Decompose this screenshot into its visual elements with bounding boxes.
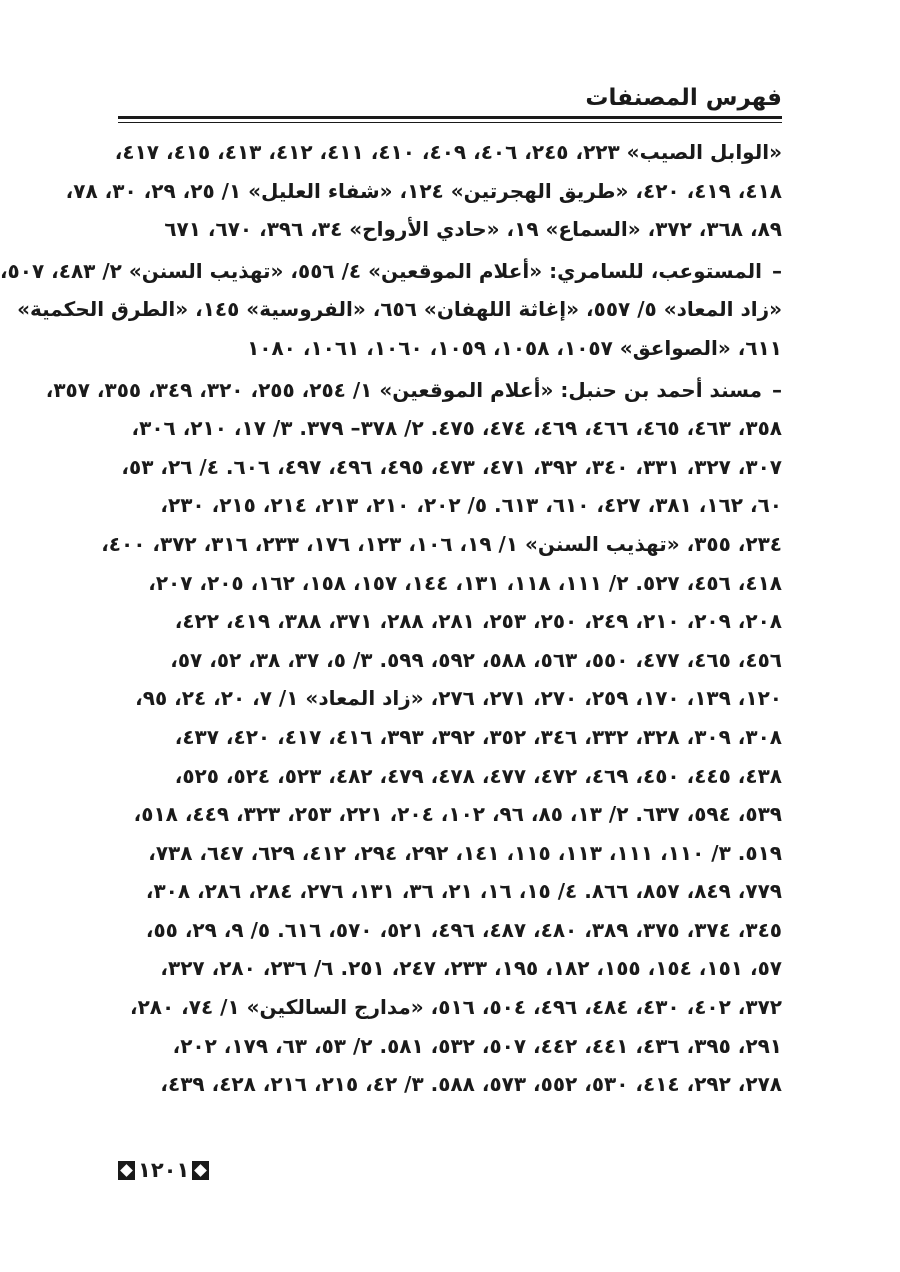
index-entry-mustawib bbox=[0, 252, 782, 368]
text-line: ٣٤٥، ٣٧٤، ٣٧٥، ٣٨٩، ٤٨٠، ٤٨٧، ٤٩٦، ٥٢١، ٥٧٠، ٦١٦. ٥/ ٩، ٢٩، ٥٥، bbox=[145, 917, 782, 942]
text-line: ٣٥٨، ٤٦٣، ٤٦٥، ٤٦٦، ٤٦٩، ٤٧٤، ٤٧٥. ٢/ ٣٧٨– ٣٧٩. ٣/ ١٧، ٢١٠، ٣٠٦، bbox=[131, 416, 782, 441]
running-header bbox=[118, 82, 782, 116]
text-line: ٥٣٩، ٥٩٤، ٦٣٧. ٢/ ١٣، ٨٥، ٩٦، ١٠٢، ٢٠٤، ٢٢١، ٢٥٣، ٣٢٣، ٤٤٩، ٥١٨، bbox=[133, 802, 782, 827]
text-line: ٢٣٤، ٣٥٥، «تهذيب السنن» ١/ ١٩، ١٠٦، ١٢٣، ١٧٦، ٢٣٣، ٣١٦، ٣٧٢، ٤٠٠، bbox=[101, 531, 782, 556]
header-title: فهرس المصنفات bbox=[585, 85, 782, 111]
text-line: ٣٠٨، ٣٠٩، ٣٢٨، ٣٣٢، ٣٤٦، ٣٥٢، ٣٩٢، ٣٩٣، ٤١٦، ٤١٧، ٤٢٠، ٤٣٧، bbox=[174, 724, 782, 749]
text-line: ٥٧، ١٥١، ١٥٤، ١٥٥، ١٨٢، ١٩٥، ٢٣٣، ٢٤٧، ٢٥١. ٦/ ٢٣٦، ٢٨٠، ٣٢٧، bbox=[160, 956, 782, 981]
text-line: ٢٠٨، ٢٠٩، ٢١٠، ٢٤٩، ٢٥٠، ٢٥٣، ٢٨١، ٢٨٨، ٣٧١، ٣٨٨، ٤١٩، ٤٢٢، bbox=[174, 609, 782, 634]
header-rule-thin bbox=[118, 122, 782, 123]
text-line: ٨٩، ٣٦٨، ٣٧٢، «السماع» ١٩، «حادي الأرواح» ٣٤، ٣٩٦، ٦٧٠، ٦٧١ bbox=[164, 217, 782, 242]
index-entry-musnad-ahmad bbox=[45, 371, 782, 1104]
entry-dash: – bbox=[772, 258, 782, 283]
ornament-icon bbox=[192, 1161, 209, 1180]
text-line: ٥١٩. ٣/ ١١٠، ١١١، ١١٣، ١١٥، ١٤١، ٢٩٢، ٢٩٤، ٤١٢، ٦٢٩، ٦٤٧، ٧٣٨، bbox=[148, 840, 782, 865]
text-line: –المستوعب، للسامري: «أعلام الموقعين» ٤/ ٥٥٦، «تهذيب السنن» ٢/ ٤٨٣، ٥٠٧، bbox=[0, 258, 782, 283]
text-line: ٣٠٧، ٣٢٧، ٣٣١، ٣٤٠، ٣٩٢، ٤٧١، ٤٧٣، ٤٩٥، ٤٩٦، ٤٩٧، ٦٠٦. ٤/ ٢٦، ٥٣، bbox=[121, 454, 782, 479]
text-line: ٤١٨، ٤١٩، ٤٢٠، «طريق الهجرتين» ١٢٤، «شفاء العليل» ١/ ٢٥، ٢٩، ٣٠، ٧٨، bbox=[65, 178, 782, 203]
text-line: ٢٧٨، ٢٩٢، ٤١٤، ٥٣٠، ٥٥٢، ٥٧٣، ٥٨٨. ٣/ ٤٢، ٢١٥، ٢١٦، ٤٢٨، ٤٣٩، bbox=[160, 1072, 782, 1097]
page-number: ١٢٠١ bbox=[138, 1158, 190, 1182]
text-line: ٤٣٨، ٤٤٥، ٤٥٠، ٤٦٩، ٤٧٢، ٤٧٧، ٤٧٨، ٤٧٩، ٤٨٢، ٥٢٣، ٥٢٤، ٥٢٥، bbox=[174, 763, 782, 788]
text-line: «الوابل الصيب» ٢٢٣، ٢٤٥، ٤٠٦، ٤٠٩، ٤١٠، ٤١١، ٤١٢، ٤١٣، ٤١٥، ٤١٧، bbox=[114, 140, 782, 164]
text-line: ١٢٠، ١٣٩، ١٧٠، ٢٥٩، ٢٧٠، ٢٧١، ٢٧٦، «زاد المعاد» ١/ ٧، ٢٠، ٢٤، ٩٥، bbox=[135, 686, 782, 711]
ornament-icon bbox=[118, 1161, 135, 1180]
text-line: ٦١١، «الصواعق» ١٠٥٧، ١٠٥٨، ١٠٥٩، ١٠٦٠، ١٠٦١، ١٠٨٠ bbox=[247, 335, 782, 360]
text-line: ٣٧٢، ٤٠٢، ٤٣٠، ٤٨٤، ٤٩٦، ٥٠٤، ٥١٦، «مدارج السالكين» ١/ ٧٤، ٢٨٠، bbox=[129, 995, 782, 1020]
text-line: ٢٩١، ٣٩٥، ٤٣٦، ٤٤١، ٤٤٢، ٥٠٧، ٥٣٢، ٥٨١. ٢/ ٥٣، ٦٣، ١٧٩، ٢٠٢، bbox=[172, 1033, 782, 1058]
text-line: ٧٧٩، ٨٤٩، ٨٥٧، ٨٦٦. ٤/ ١٥، ١٦، ٢١، ٣٦، ١٣١، ٢٧٦، ٢٨٤، ٢٨٦، ٣٠٨، bbox=[145, 879, 782, 904]
index-entry-continued bbox=[65, 133, 782, 249]
entry-dash: – bbox=[772, 377, 782, 402]
header-rule-thick bbox=[118, 116, 782, 119]
text-line: ٤١٨، ٤٥٦، ٥٢٧. ٢/ ١١١، ١١٨، ١٣١، ١٤٤، ١٥٧، ١٥٨، ١٦٢، ٢٠٥، ٢٠٧، bbox=[148, 570, 782, 595]
text-line: ٦٠، ١٦٢، ٣٨١، ٤٢٧، ٦١٠، ٦١٣. ٥/ ٢٠٢، ٢١٠، ٢١٣، ٢١٤، ٢١٥، ٢٣٠، bbox=[160, 493, 782, 518]
text-line: «زاد المعاد» ٥/ ٥٥٧، «إغاثة اللهفان» ٦٥٦، «الفروسية» ١٤٥، «الطرق الحكمية» bbox=[17, 297, 782, 322]
page-footer bbox=[118, 1155, 209, 1185]
text-line: ٤٥٦، ٤٦٥، ٤٧٧، ٥٥٠، ٥٦٣، ٥٨٨، ٥٩٢، ٥٩٩. ٣/ ٥، ٣٧، ٣٨، ٥٢، ٥٧، bbox=[170, 647, 782, 672]
text-line: –مسند أحمد بن حنبل: «أعلام الموقعين» ١/ ٢٥٤، ٢٥٥، ٣٢٠، ٣٤٩، ٣٥٥، ٣٥٧، bbox=[45, 377, 782, 402]
index-content bbox=[0, 133, 782, 1104]
